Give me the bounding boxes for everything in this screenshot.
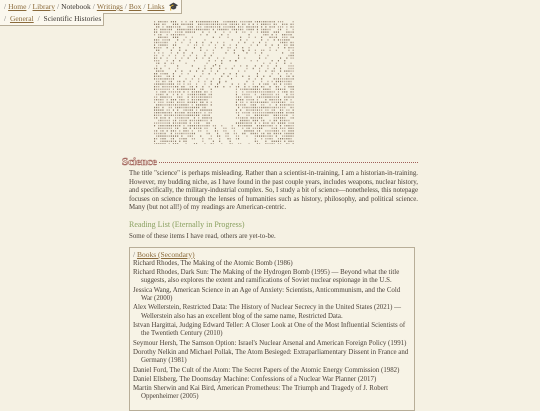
intro-paragraph: The title "science" is perhaps misleading. Rather than a scientist-in-training, I am a historian-in-training. However, my budding niche, as I have found in the past couple years, includes weapons, nuclear history, and specifically, the military-industrial complex. So, I study a bit of science—nonetheless, this notepage focuses on science through the lenses of humanities such as history, philosophy, and political science. Many (but not all!) of my readings are American-centric. bbox=[129, 170, 418, 212]
nav-separator: / bbox=[124, 2, 127, 11]
main-content bbox=[122, 155, 418, 411]
nav-separator: / bbox=[28, 2, 31, 11]
book-item: Istvan Hargittai, Judging Edward Teller: A Closer Look at One of the Most Influential Scientists of the Twentieth Century (2010) bbox=[133, 321, 406, 338]
top-navigation bbox=[0, 0, 182, 14]
book-item: Richard Rhodes, The Making of the Atomic Bomb (1986) bbox=[133, 259, 293, 267]
nav-separator: / bbox=[92, 2, 95, 11]
book-item: Alex Wellerstein, Restricted Data: The History of Nuclear Secrecy in the United States (2021) — Wellerstein also has an excellent blog of the same name, Restricted Data. bbox=[133, 304, 402, 320]
nav-separator: / bbox=[143, 2, 146, 11]
section-heading bbox=[122, 155, 418, 169]
book-item: Dorothy Nelkin and Michael Pollak, The Atom Besieged: Extraparliamentary Dissent in France and Germany (1981) bbox=[133, 348, 409, 365]
book-item: Seymour Hersh, The Samson Option: Israel's Nuclear Arsenal and American Foreign Policy (1991) bbox=[133, 339, 407, 347]
books-list bbox=[133, 260, 411, 402]
books-separator: / bbox=[133, 249, 136, 259]
books-list-box bbox=[129, 247, 415, 411]
nav-item-library[interactable]: Library bbox=[32, 2, 56, 11]
breadcrumb bbox=[0, 13, 104, 26]
nav-item-notebook: Notebook bbox=[61, 2, 91, 11]
graduation-cap-icon: 🎓 bbox=[168, 2, 179, 11]
nav-item-box[interactable]: Box bbox=[128, 2, 142, 11]
nav-item-home[interactable]: Home bbox=[8, 2, 27, 11]
ascii-art-mushroom-cloud bbox=[153, 20, 294, 144]
section-title: Science bbox=[122, 156, 157, 168]
breadcrumb-separator: / bbox=[4, 14, 7, 23]
nav-item-writings[interactable]: Writings bbox=[96, 2, 123, 11]
reading-list-note: Some of these items I have read, others are yet-to-be. bbox=[129, 232, 276, 240]
breadcrumb-current: Scientific Histories bbox=[43, 14, 102, 23]
book-item: Daniel Ellsberg, The Doomsday Machine: Confessions of a Nuclear War Planner (2017) bbox=[133, 375, 377, 383]
book-item: Jessica Wang, American Science in an Age of Anxiety: Scientists, Anticommunism, and the Cold War (2000) bbox=[133, 286, 401, 302]
heading-rule bbox=[122, 162, 418, 163]
book-item: Richard Rhodes, Dark Sun: The Making of the Hydrogen Bomb (1995) — Beyond what the title suggests, also explores the extent and ramifications of Soviet nuclear espionage in the U.S. bbox=[133, 269, 400, 285]
nav-separator: / bbox=[4, 2, 7, 11]
breadcrumb-separator: / bbox=[37, 14, 40, 23]
books-heading-link[interactable]: Books (Secondary) bbox=[136, 249, 195, 259]
books-heading bbox=[133, 250, 411, 259]
book-item: Martin Sherwin and Kai Bird, American Prometheus: The Triumph and Tragedy of J. Robert Oppenheimer (2005) bbox=[133, 385, 388, 401]
nav-separator: / bbox=[57, 2, 60, 11]
nav-item-links[interactable]: Links bbox=[147, 2, 165, 11]
reading-list-heading: Reading List (Eternally in Progress) bbox=[129, 219, 245, 229]
book-item: Daniel Ford, The Cult of the Atom: The Secret Papers of the Atomic Energy Commission (1982) bbox=[133, 366, 400, 374]
breadcrumb-link-general[interactable]: General bbox=[9, 14, 34, 23]
